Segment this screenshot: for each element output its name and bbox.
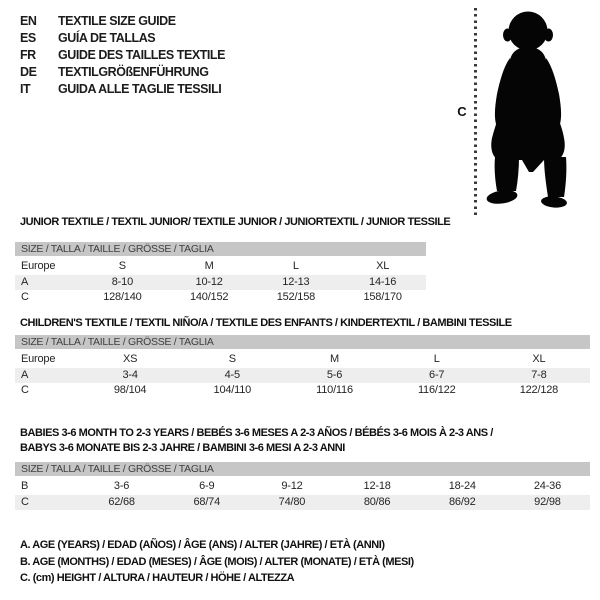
table-cell: 6-7 <box>429 368 445 381</box>
table-cell: 152/158 <box>276 291 316 303</box>
table-cell: 86/92 <box>449 495 476 508</box>
table-cell: 68/74 <box>193 495 221 508</box>
table-row <box>15 259 426 275</box>
table-cell: 80/86 <box>363 495 391 508</box>
size-table-junior <box>15 242 426 306</box>
baby-leg-right <box>544 157 566 197</box>
table-row <box>15 479 590 495</box>
row-label: A <box>21 275 29 288</box>
row-label: C <box>21 291 29 303</box>
table-row <box>15 383 590 399</box>
language-title: GUIDE DES TAILLES TEXTILE <box>58 48 226 62</box>
table-cell: XS <box>122 353 138 365</box>
baby-foot-right <box>541 195 568 208</box>
table-cell: 140/152 <box>189 291 229 303</box>
table-cell: 14-16 <box>369 275 397 288</box>
language-row <box>20 81 225 98</box>
table-cell: 62/68 <box>108 495 135 508</box>
section-title-line: BABIES 3-6 MONTH TO 2-3 YEARS / BEBÉS 3-6 MESES A 2-3 AÑOS / BÉBÉS 3-6 MOIS À 2-3 ANS / <box>20 427 493 439</box>
language-row <box>20 47 225 64</box>
table-rows <box>15 479 590 510</box>
language-code: ES <box>20 31 36 45</box>
table-cell: 5-6 <box>326 368 343 381</box>
section-title-line: BABYS 3-6 MONATE BIS 2-3 JAHRE / BAMBINI 3-6 MESI A 2-3 ANNI <box>20 442 345 454</box>
footnote-line: A. AGE (YEARS) / EDAD (AÑOS) / ÂGE (ANS) / ALTER (JAHRE) / ETÀ (ANNI) <box>20 539 385 551</box>
table-rows <box>15 259 426 306</box>
baby-ear-right <box>544 29 553 42</box>
footnotes <box>20 537 414 587</box>
table-row <box>15 275 426 291</box>
section-title-babies <box>20 426 493 456</box>
table-cell: 18-24 <box>448 480 476 492</box>
language-code: EN <box>20 14 37 28</box>
table-cell: 128/140 <box>103 291 142 303</box>
language-list <box>20 13 225 98</box>
table-cell: 110/116 <box>316 384 353 396</box>
table-cell: 4-5 <box>224 368 240 381</box>
table-row <box>15 495 590 511</box>
language-code: FR <box>20 48 36 62</box>
table-cell: 98/104 <box>113 384 147 396</box>
table-cell: S <box>118 260 126 272</box>
table-cell: 74/80 <box>278 495 306 508</box>
table-cell: 7-8 <box>531 368 547 381</box>
language-row <box>20 13 225 30</box>
table-cell: XL <box>532 353 546 365</box>
footnote-line: B. AGE (MONTHS) / EDAD (MESES) / ÂGE (MOIS) / ALTER (MONATE) / ETÀ (MESI) <box>20 555 414 568</box>
table-cell: 12-13 <box>282 275 310 288</box>
row-label: Europe <box>21 260 56 272</box>
language-code: DE <box>20 65 37 79</box>
language-title: GUIDA ALLE TAGLIE TESSILI <box>58 82 222 96</box>
height-measure-dotted-line <box>474 8 477 215</box>
table-cell: S <box>228 353 236 365</box>
table-cell: L <box>292 260 299 272</box>
baby-head <box>509 12 548 51</box>
language-code: IT <box>20 82 31 96</box>
row-label: A <box>21 368 29 381</box>
table-cell: M <box>204 260 214 272</box>
table-row <box>15 290 426 306</box>
table-cell: 122/128 <box>519 384 559 396</box>
section-title-line: JUNIOR TEXTILE / TEXTIL JUNIOR/ TEXTILE JUNIOR / JUNIORTEXTIL / JUNIOR TESSILE <box>20 216 451 228</box>
size-table-babies <box>15 462 590 510</box>
language-title: TEXTILGRÖßENFÜHRUNG <box>58 65 209 79</box>
section-title-junior <box>20 215 450 230</box>
language-title: GUÍA DE TALLAS <box>58 31 156 45</box>
row-label: B <box>21 480 29 492</box>
language-row <box>20 64 225 81</box>
table-cell: 3-4 <box>122 368 138 381</box>
table-cell: 9-12 <box>281 480 303 492</box>
size-header-band: SIZE / TALLA / TAILLE / GRÖSSE / TAGLIA <box>15 462 590 476</box>
language-title: TEXTILE SIZE GUIDE <box>58 14 176 28</box>
table-cell: 104/110 <box>213 384 252 396</box>
height-label-c: C <box>457 104 467 119</box>
table-cell: 6-9 <box>199 480 215 492</box>
table-cell: 12-18 <box>363 480 391 492</box>
size-header-band: SIZE / TALLA / TAILLE / GRÖSSE / TAGLIA <box>15 335 590 349</box>
table-row <box>15 352 590 368</box>
baby-silhouette-icon <box>482 10 574 210</box>
size-table-children <box>15 335 590 399</box>
table-cell: 158/170 <box>363 291 402 303</box>
table-cell: M <box>330 353 339 365</box>
size-header-band: SIZE / TALLA / TAILLE / GRÖSSE / TAGLIA <box>15 242 426 256</box>
table-cell: 116/122 <box>417 384 456 396</box>
table-cell: 8-10 <box>111 275 133 288</box>
table-cell: 10-12 <box>195 275 223 288</box>
table-cell: L <box>433 353 440 365</box>
table-row <box>15 368 590 384</box>
table-cell: 3-6 <box>113 480 130 492</box>
baby-leg-left <box>495 157 519 191</box>
section-title-children <box>20 316 512 331</box>
table-cell: 92/98 <box>534 495 561 508</box>
section-title-line: CHILDREN'S TEXTILE / TEXTIL NIÑO/A / TEXTILE DES ENFANTS / KINDERTEXTIL / BAMBINI TESSILE <box>20 317 512 329</box>
table-cell: XL <box>376 260 390 272</box>
baby-ear-left <box>503 29 512 42</box>
row-label: C <box>21 384 29 396</box>
footnote-line: C. (cm) HEIGHT / ALTURA / HAUTEUR / HÖHE / ALTEZZA <box>20 572 295 584</box>
table-cell: 24-36 <box>533 480 562 492</box>
row-label: C <box>21 495 29 508</box>
row-label: Europe <box>21 353 56 365</box>
table-rows <box>15 352 590 399</box>
language-row <box>20 30 225 47</box>
